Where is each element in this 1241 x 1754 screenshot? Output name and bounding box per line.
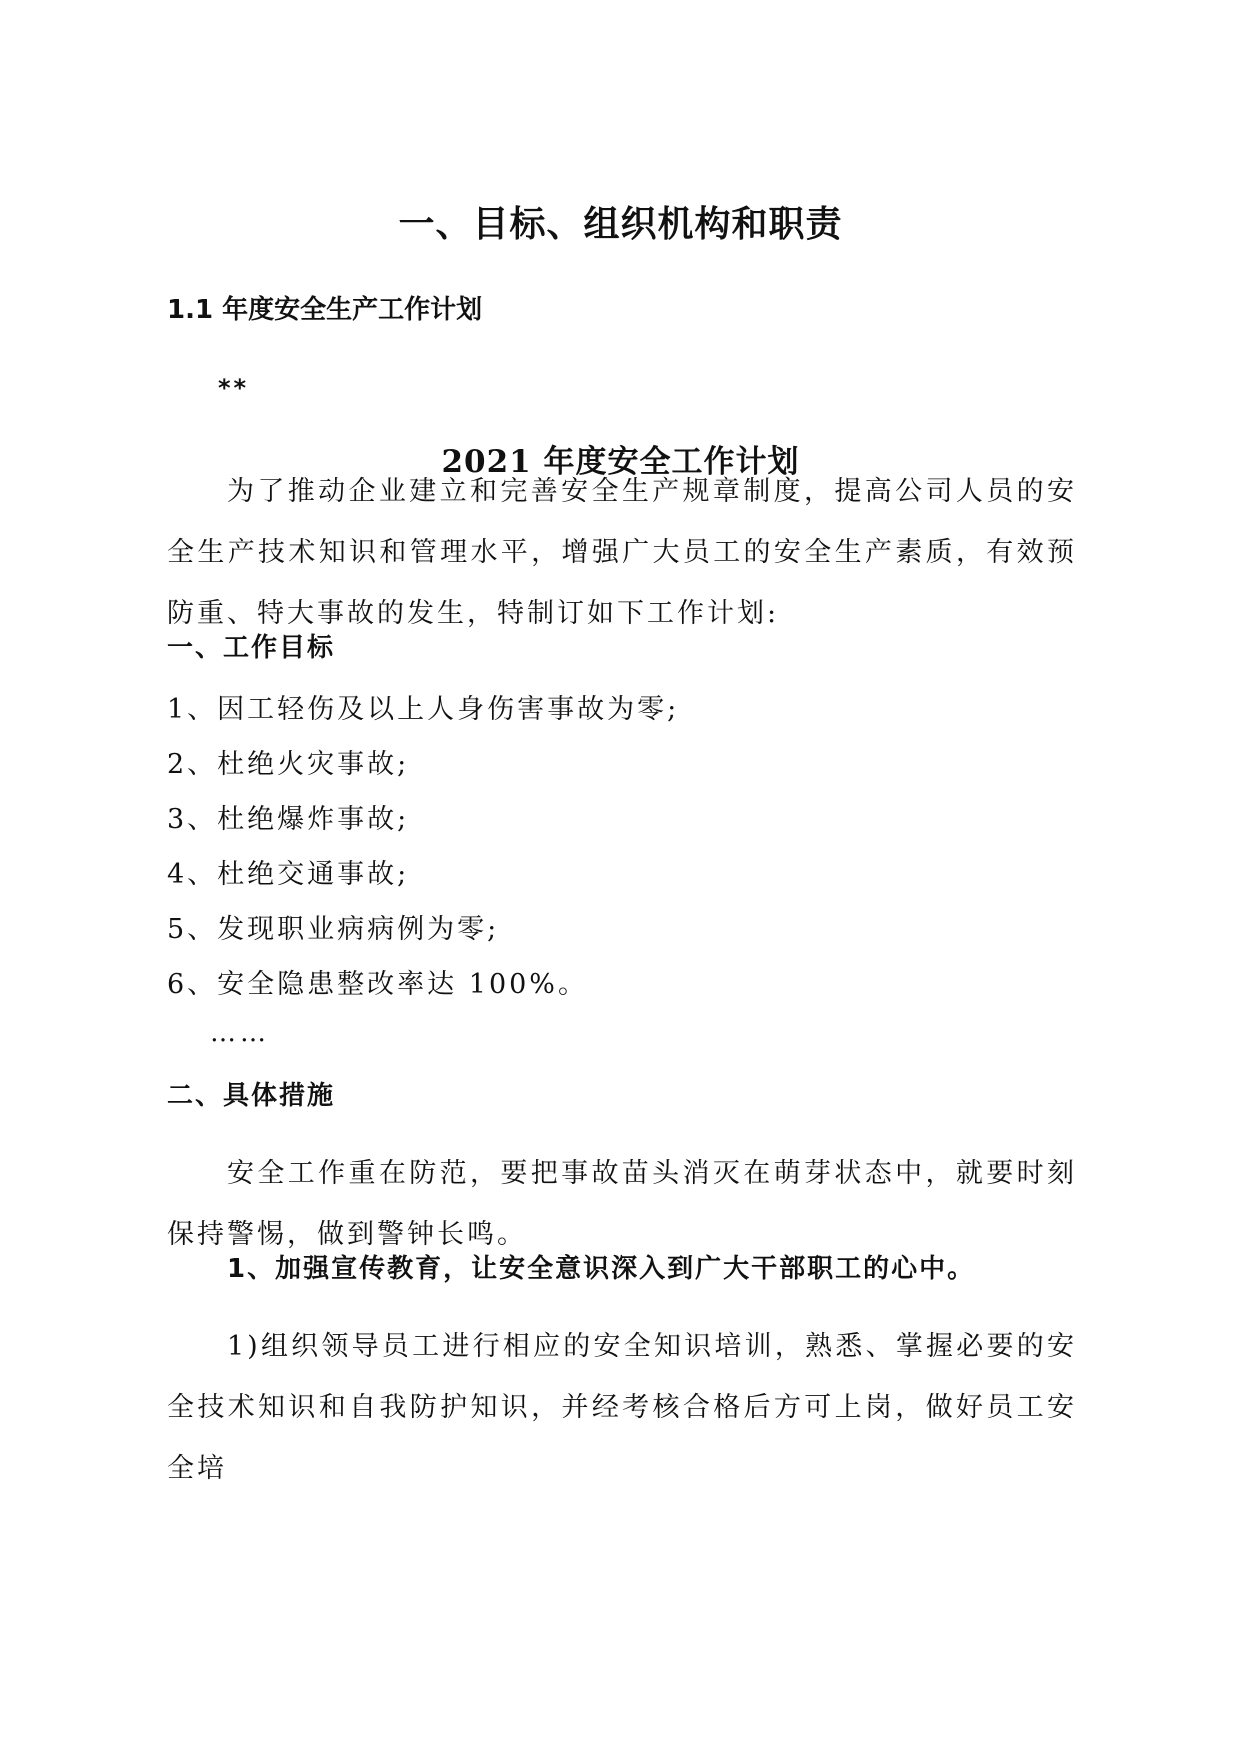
company-name: ** [218, 374, 250, 402]
measures-heading: 二、具体措施 [167, 1081, 336, 1111]
goal-item: 6、安全隐患整改率达 100%。 [167, 969, 588, 1000]
goal-item: 2、杜绝火灾事故; [167, 749, 410, 780]
goal-item: 1、因工轻伤及以上人身伤害事故为零; [167, 694, 680, 725]
section-title: 1.1 年度安全生产工作计划 [167, 295, 483, 325]
chapter-title: 一、目标、组织机构和职责 [398, 204, 843, 245]
measures-item-1: 1)组织领导员工进行相应的安全知识培训，熟悉、掌握必要的安全技术知识和自我防护知识，并经考核合格后方可上岗，做好员工安全培 [167, 1331, 1077, 1484]
goal-item: 4、杜绝交通事故; [167, 859, 410, 890]
goal-item: 5、发现职业病病例为零; [167, 914, 500, 945]
measures-intro: 安全工作重在防范，要把事故苗头消灭在萌芽状态中，就要时刻保持警惕，做到警钟长鸣。 [167, 1158, 1077, 1250]
goal-item: 3、杜绝爆炸事故; [167, 804, 410, 835]
intro-paragraph: 为了推动企业建立和完善安全生产规章制度，提高公司人员的安全生产技术知识和管理水平，增强广大员工的安全生产素质，有效预防重、特大事故的发生，特制订如下工作计划: [167, 476, 1077, 629]
measures-subheading: 1、加强宣传教育，让安全意识深入到广大干部职工的心中。 [227, 1254, 976, 1284]
plan-title: 2021 年度安全工作计划 [441, 444, 800, 480]
goals-ellipsis: …… [210, 1018, 270, 1048]
goals-heading: 一、工作目标 [167, 633, 336, 663]
